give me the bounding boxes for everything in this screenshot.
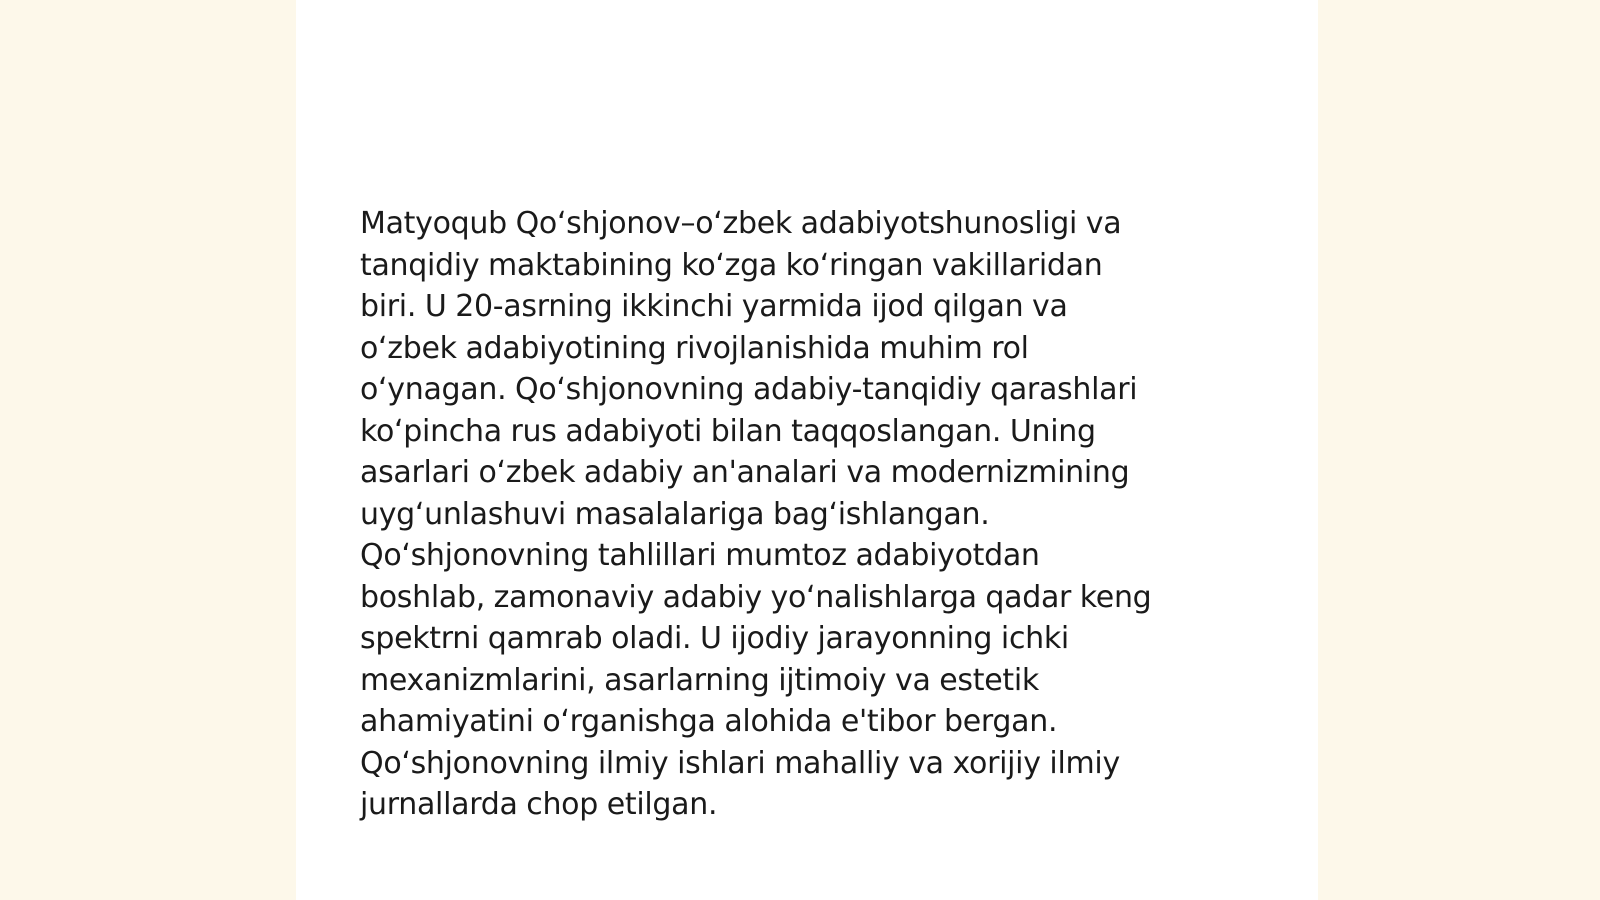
paragraph-line: asarlari oʻzbek adabiy an'analari va modernizmining	[360, 455, 1130, 490]
paragraph-line: boshlab, zamonaviy adabiy yoʻnalishlarga qadar keng	[360, 579, 1152, 615]
paragraph-line: mexanizmlarini, asarlarning ijtimoiy va estetik	[360, 662, 1039, 698]
body-paragraph	[360, 203, 1240, 826]
paragraph-line: uygʻunlashuvi masalalariga bagʻishlangan.	[360, 496, 990, 532]
paragraph-line: oʻynagan. Qoʻshjonovning adabiy-tanqidiy qarashlari	[360, 372, 1138, 407]
paragraph-line: tanqidiy maktabining koʻzga koʻringan vakillaridan	[360, 247, 1103, 283]
paragraph-line: spektrni qamrab oladi. U ijodiy jarayonning ichki	[360, 621, 1069, 656]
paragraph-line: Qoʻshjonovning ilmiy ishlari mahalliy va xorijiy ilmiy	[360, 745, 1120, 781]
paragraph-line: biri. U 20-asrning ikkinchi yarmida ijod qilgan va	[360, 289, 1068, 324]
paragraph-line: ahamiyatini oʻrganishga alohida e'tibor bergan.	[360, 704, 1058, 739]
paragraph-line: oʻzbek adabiyotining rivojlanishida muhim rol	[360, 330, 1029, 366]
paragraph-line: Matyoqub Qoʻshjonov–oʻzbek adabiyotshunosligi va	[360, 206, 1122, 241]
paragraph-line: Qoʻshjonovning tahlillari mumtoz adabiyotdan	[360, 538, 1040, 573]
paragraph-line: koʻpincha rus adabiyoti bilan taqqoslangan. Uning	[360, 413, 1096, 449]
document-page	[296, 0, 1318, 900]
paragraph-line: jurnallarda chop etilgan.	[360, 787, 718, 822]
